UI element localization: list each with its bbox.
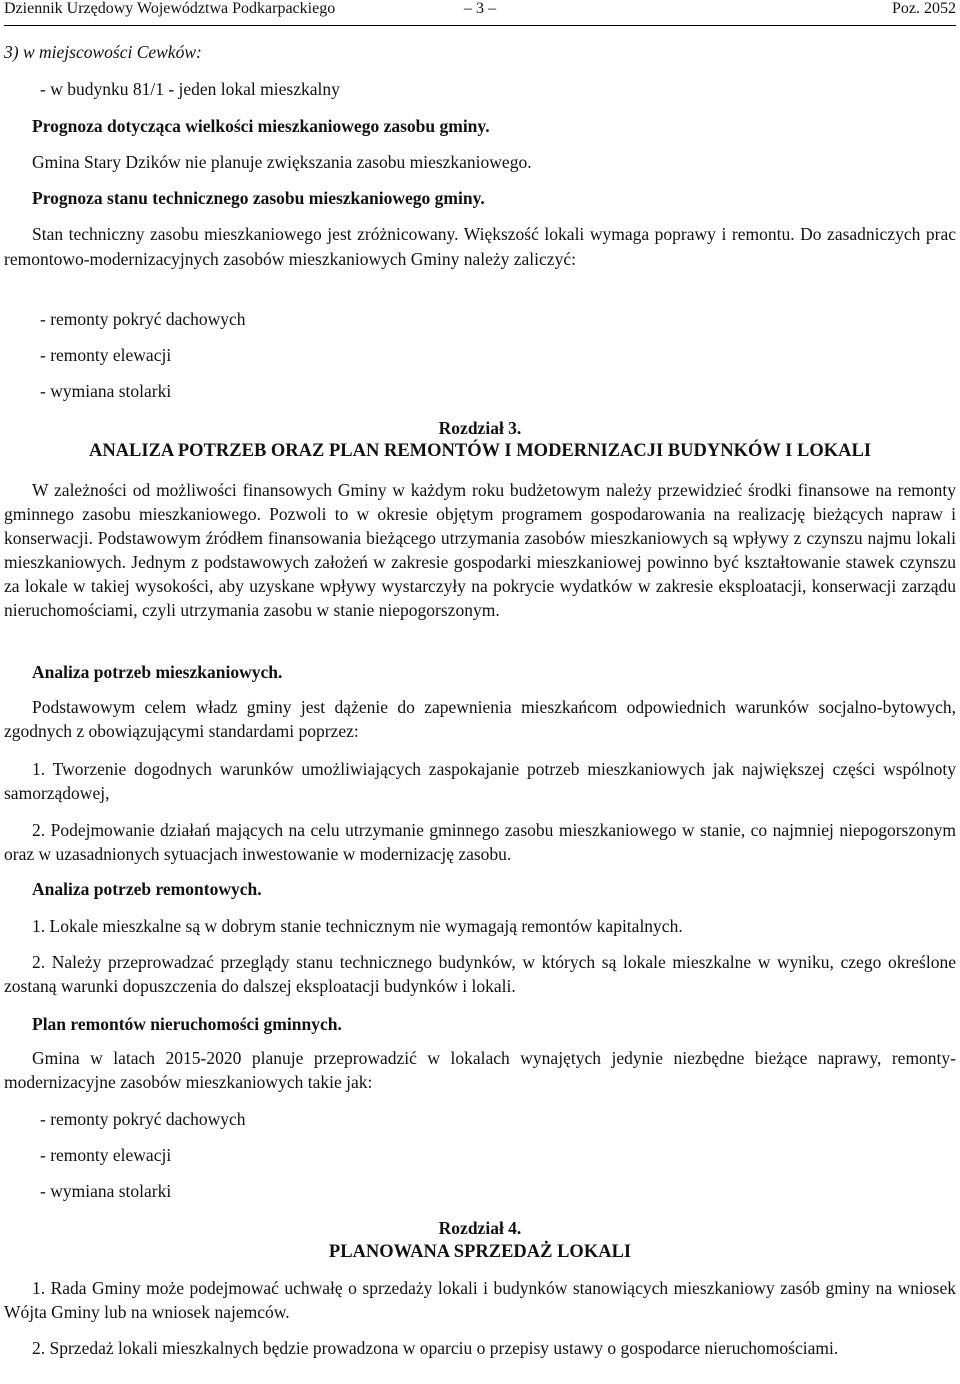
numbered-item: 2. Należy przeprowadzać przeglądy stanu technicznego budynków, w których są lokale mieszkalne w wyniku, czego określone zostaną warunki dopuszczenia do dalszej eksploatacji budynków i lokali. <box>4 952 956 996</box>
list-item: - wymiana stolarki <box>40 1181 172 1201</box>
chapter-number: Rozdział 4. <box>438 1218 522 1238</box>
list-item: - remonty elewacji <box>40 1145 172 1165</box>
location-heading: 3) w miejscowości Cewków: <box>4 42 202 62</box>
list-item: - remonty pokryć dachowych <box>40 1109 246 1129</box>
numbered-item: 2. Podejmowanie działań mających na celu utrzymanie gminnego zasobu mieszkaniowego w stanie, co najmniej niepogorszonym oraz w uzasadnionych sytuacjach inwestowanie w modernizację zasobu. <box>4 820 956 864</box>
chapter-number: Rozdział 3. <box>438 418 522 438</box>
paragraph: Gmina w latach 2015-2020 planuje przeprowadzić w lokalach wynajętych jedynie niezbędne bieżące naprawy, remonty-modernizacyjne zasobów mieszkaniowych takie jak: <box>4 1048 956 1092</box>
section-heading: Analiza potrzeb mieszkaniowych. <box>32 662 283 682</box>
section-heading: Analiza potrzeb remontowych. <box>32 879 262 899</box>
list-item: - w budynku 81/1 - jeden lokal mieszkalny <box>40 79 340 99</box>
paragraph: W zależności od możliwości finansowych Gminy w każdym roku budżetowym należy przewidzieć środki finansowe na remonty gminnego zasobu mieszkaniowego. Pozwoli to w okresie objętym programem gospodarowania na realizację bieżących napraw i konserwacji. Podstawowym źródłem finansowania bieżącego utrzymania zasobów mieszkaniowych są wpływy z czynszu najmu lokali mieszkaniowych. Jednym z podstawowych założeń w zakresie gospodarki mieszkaniowej powinno być kształtowanie stawek czynszu za lokale w takiej wysokości, aby uzyskane wpływy wystarczyły na pokrycie wydatków w zakresie eksploatacji, konserwacji zarządu nieruchomościami, czyli utrzymania zasobu w stanie niepogorszonym. <box>4 480 956 620</box>
page-header <box>4 0 956 26</box>
numbered-item: 1. Tworzenie dogodnych warunków umożliwiających zaspokajanie potrzeb mieszkaniowych jak największej części wspólnoty samorządowej, <box>4 759 956 803</box>
item-number: Poz. 2052 <box>892 0 956 17</box>
paragraph: Podstawowym celem władz gminy jest dążenie do zapewnienia mieszkańcom odpowiednich warunków socjalno-bytowych, zgodnych z obowiązującymi standardami poprzez: <box>4 697 956 741</box>
section-heading: Prognoza stanu technicznego zasobu mieszkaniowego gminy. <box>32 188 485 208</box>
numbered-item: 1. Lokale mieszkalne są w dobrym stanie technicznym nie wymagają remontów kapitalnych. <box>32 916 683 936</box>
list-item: - wymiana stolarki <box>40 381 172 401</box>
page-number: – 3 – <box>464 0 496 17</box>
paragraph: Stan techniczny zasobu mieszkaniowego jest zróżnicowany. Większość lokali wymaga poprawy i remontu. Do zasadniczych prac remontowo-modernizacyjnych zasobów mieszkaniowych Gminy należy zaliczyć: <box>4 224 956 269</box>
section-heading: Prognoza dotycząca wielkości mieszkaniowego zasobu gminy. <box>32 116 490 136</box>
numbered-item: 2. Sprzedaż lokali mieszkalnych będzie prowadzona w oparciu o przepisy ustawy o gospodarce nieruchomościami. <box>32 1338 839 1358</box>
paragraph: Gmina Stary Dzików nie planuje zwiększania zasobu mieszkaniowego. <box>32 152 532 172</box>
chapter-title: ANALIZA POTRZEB ORAZ PLAN REMONTÓW I MODERNIZACJI BUDYNKÓW I LOKALI <box>88 441 872 461</box>
chapter-title: PLANOWANA SPRZEDAŻ LOKALI <box>328 1242 632 1262</box>
list-item: - remonty pokryć dachowych <box>40 309 246 329</box>
journal-title: Dziennik Urzędowy Województwa Podkarpackiego <box>4 0 336 17</box>
section-heading: Plan remontów nieruchomości gminnych. <box>32 1014 342 1034</box>
numbered-item: 1. Rada Gminy może podejmować uchwałę o sprzedaży lokali i budynków stanowiących mieszkaniowy zasób gminy na wniosek Wójta Gminy lub na wniosek najemców. <box>4 1278 956 1322</box>
list-item: - remonty elewacji <box>40 345 172 365</box>
